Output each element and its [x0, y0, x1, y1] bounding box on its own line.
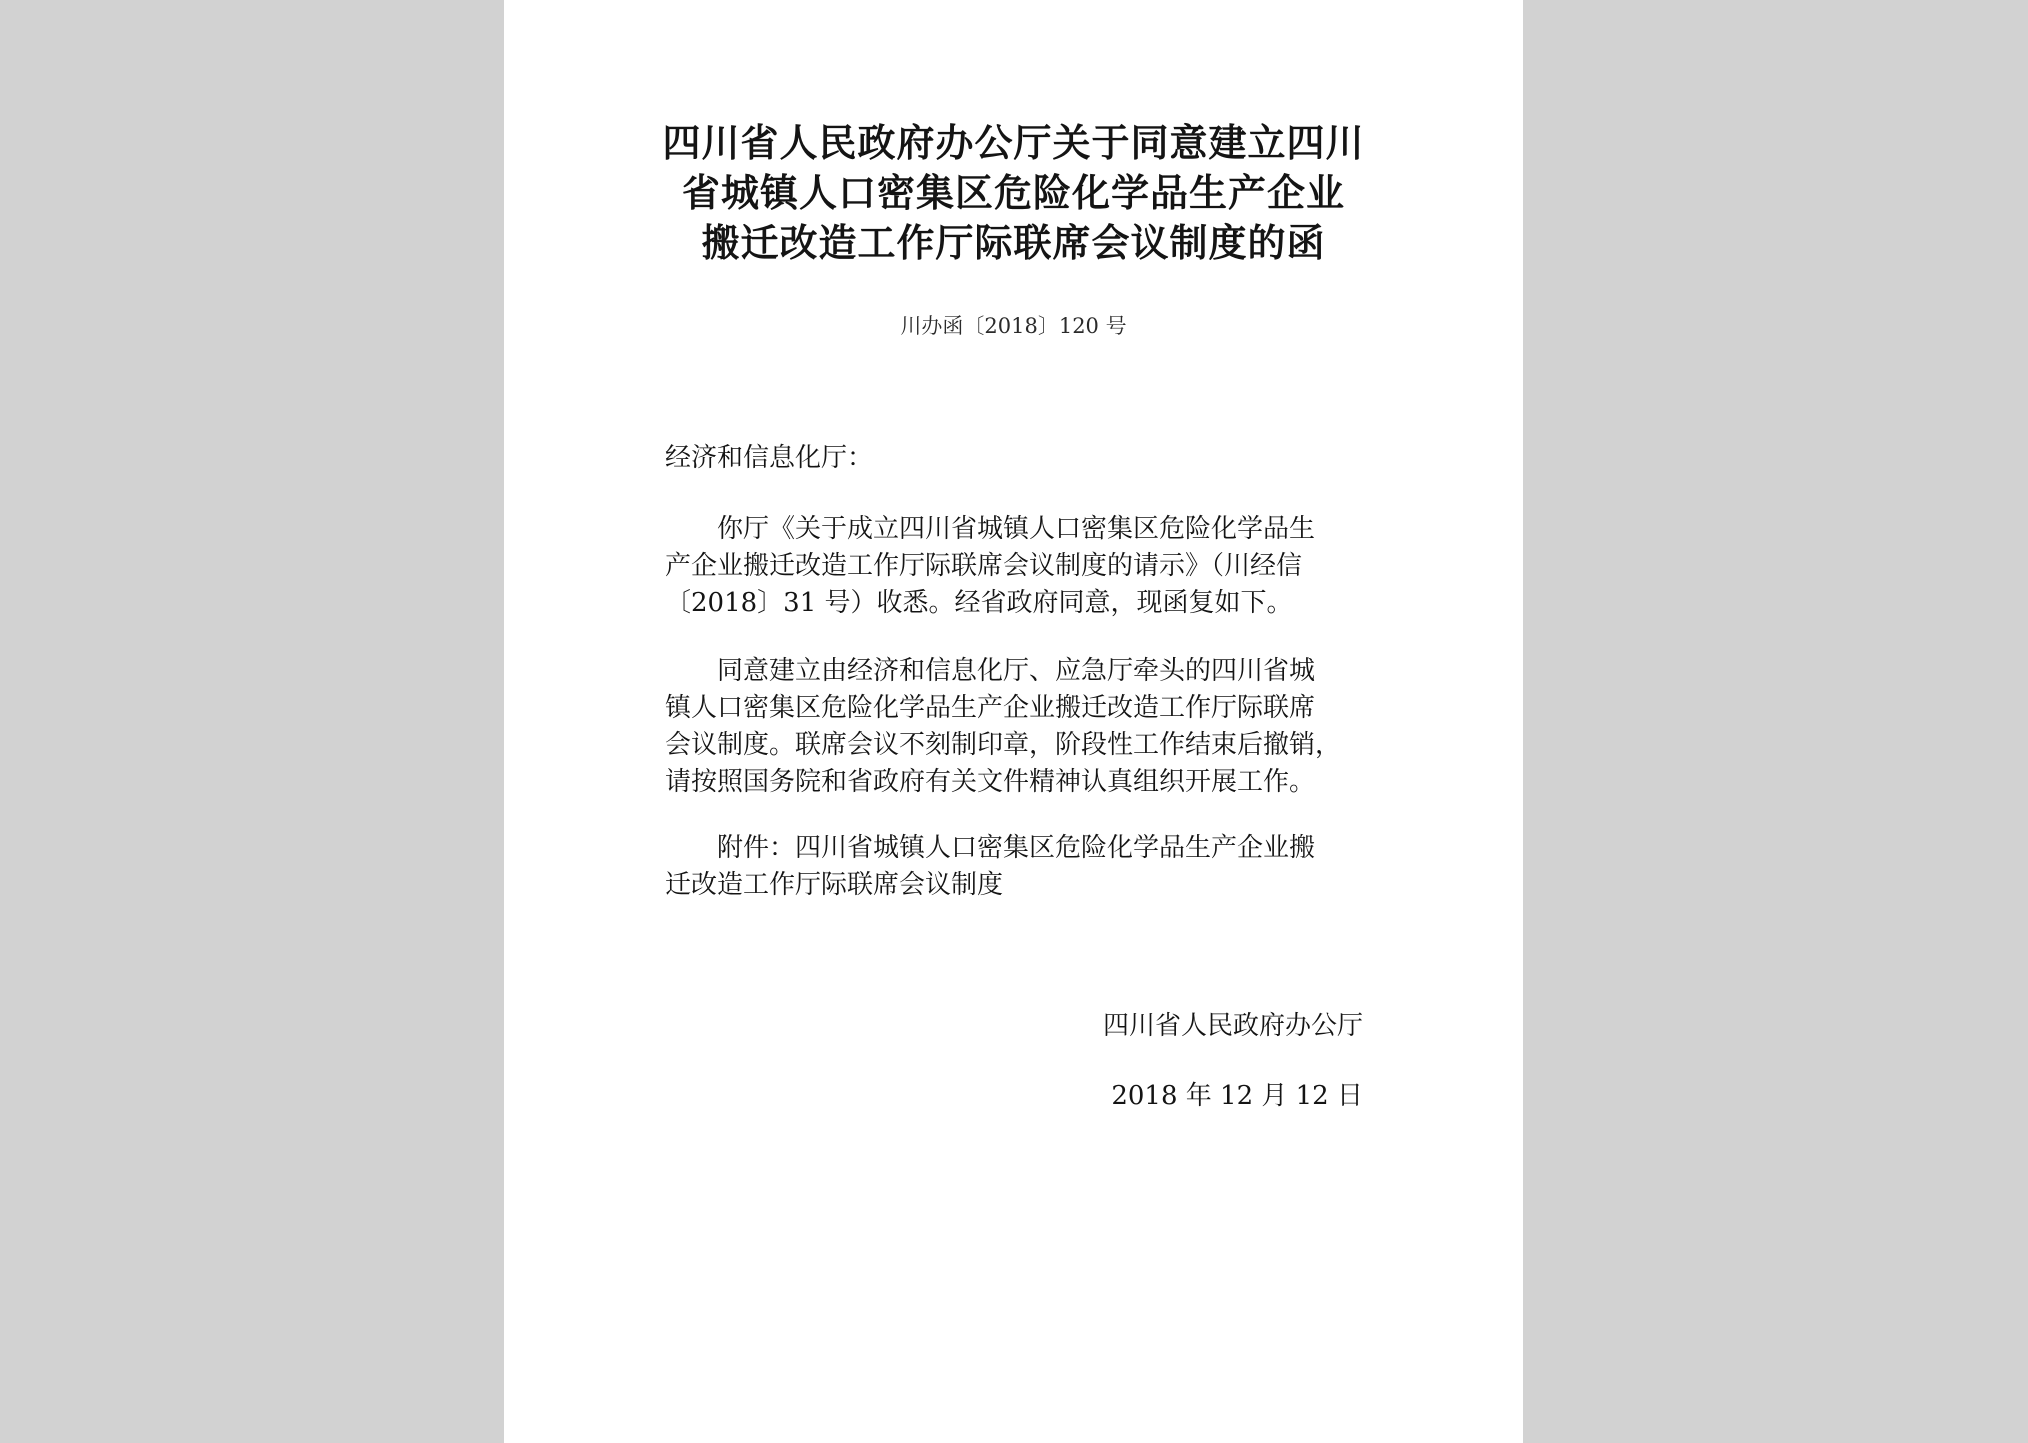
paragraph-line: 附件：四川省城镇人口密集区危险化学品生产企业搬	[717, 833, 1316, 863]
paragraph-reply	[665, 511, 1365, 622]
paragraph-line: 迁改造工作厅际联席会议制度	[665, 870, 1004, 900]
document-title	[504, 118, 1523, 268]
document-page	[504, 0, 1523, 1443]
paragraph-line: 镇人口密集区危险化学品生产企业搬迁改造工作厅际联席	[665, 693, 1316, 723]
paragraph-attachment	[665, 830, 1365, 904]
signature-organization: 四川省人民政府办公厅	[1102, 1011, 1363, 1041]
title-line: 省城镇人口密集区危险化学品生产企业	[681, 170, 1345, 215]
paragraph-line: 产企业搬迁改造工作厅际联席会议制度的请示》（川经信	[665, 551, 1303, 581]
paragraph-line: 请按照国务院和省政府有关文件精神认真组织开展工作。	[665, 767, 1316, 797]
paragraph-line: 会议制度。联席会议不刻制印章，阶段性工作结束后撤销，	[665, 730, 1342, 760]
salutation: 经济和信息化厅：	[665, 443, 874, 473]
paragraph-line: 你厅《关于成立四川省城镇人口密集区危险化学品生	[717, 514, 1316, 544]
paragraph-line: 同意建立由经济和信息化厅、应急厅牵头的四川省城	[717, 656, 1316, 686]
title-line: 搬迁改造工作厅际联席会议制度的函	[701, 220, 1326, 265]
paragraph-line: 〔2018〕31 号）收悉。经省政府同意，现函复如下。	[665, 588, 1293, 618]
title-line: 四川省人民政府办公厅关于同意建立四川	[662, 120, 1365, 165]
signature-date: 2018 年 12 月 12 日	[1111, 1081, 1363, 1111]
paragraph-approval	[665, 653, 1365, 801]
document-number: 川办函〔2018〕120 号	[900, 314, 1127, 338]
